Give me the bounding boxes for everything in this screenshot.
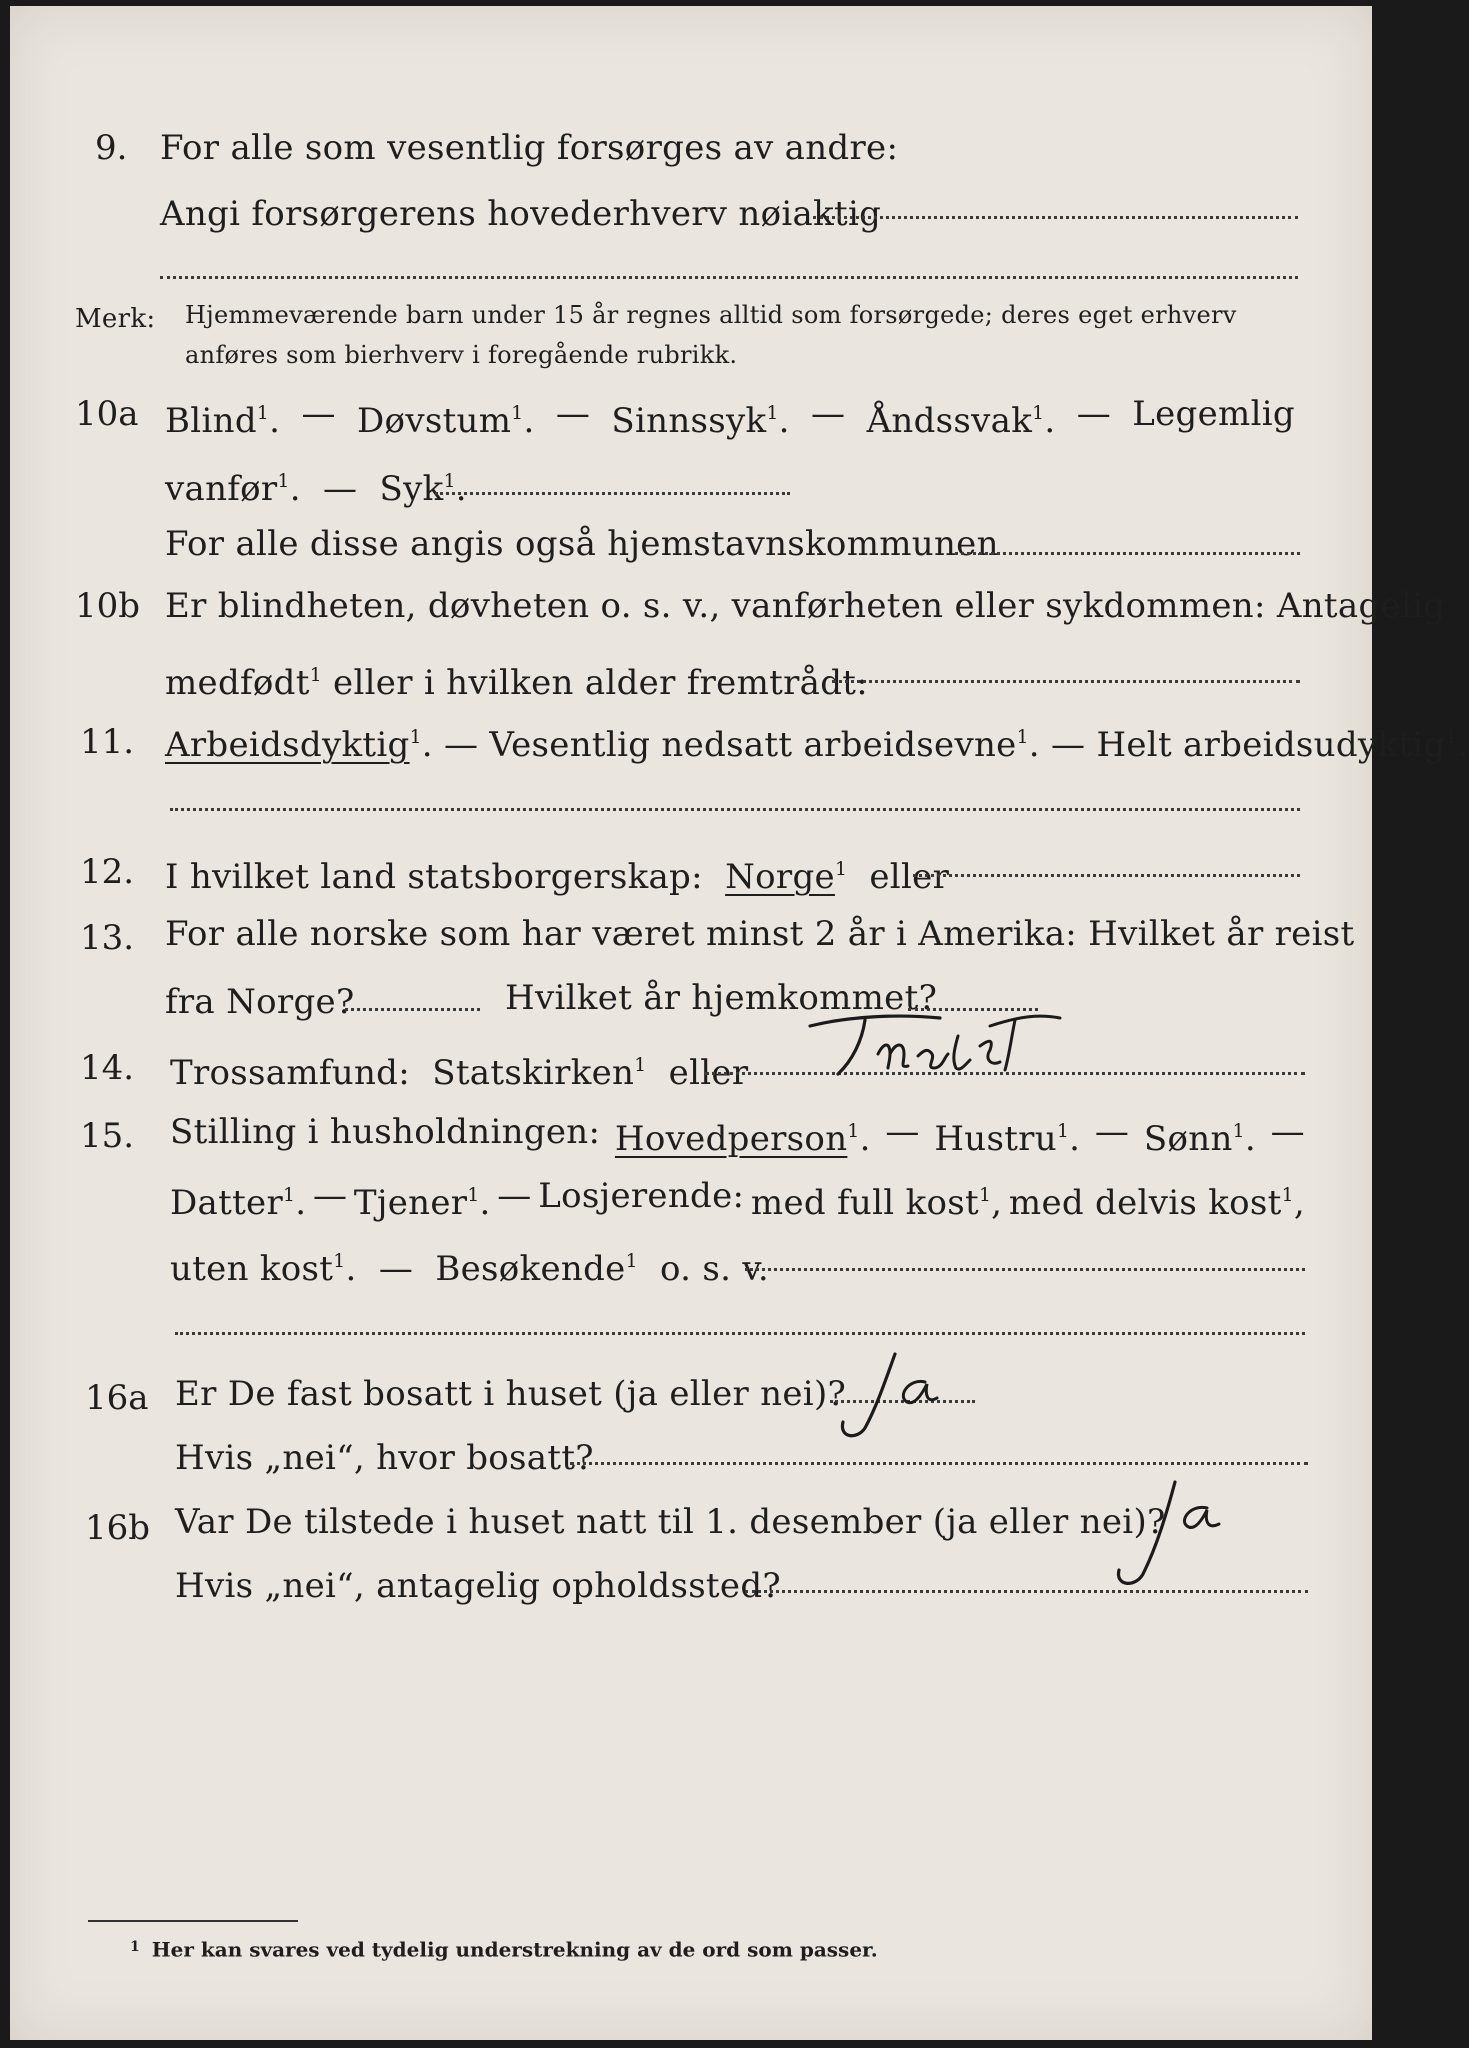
answer-line bbox=[570, 1462, 1308, 1465]
answer-line bbox=[955, 552, 1300, 555]
note-text-1: Hjemmeværende barn under 15 år regnes alltid som forsørgede; deres eget erhverv bbox=[185, 301, 1237, 329]
item-14-line1: Trossamfund: Statskirken$^1$ eller bbox=[170, 1053, 749, 1094]
item-13-line2a: fra Norge? bbox=[165, 982, 355, 1022]
handwritten-answer-intet bbox=[790, 1006, 1070, 1086]
dash: — bbox=[555, 394, 591, 434]
option-blind: Blind$^1$. bbox=[165, 401, 281, 442]
item-15-number: 15. bbox=[80, 1116, 135, 1156]
item-11-number: 11. bbox=[80, 722, 135, 762]
option-legemlig: Legemlig bbox=[1132, 394, 1295, 434]
option-arbeidsdyktig-underlined: Arbeidsdyktig bbox=[165, 725, 410, 766]
dash: — bbox=[1076, 394, 1112, 434]
item-12-line1: I hvilket land statsborgerskap: Norge$^1$ eller bbox=[165, 857, 950, 898]
item-16b-line1: Var De tilstede i huset natt til 1. desember (ja eller nei)? bbox=[175, 1502, 1166, 1542]
item-13-number: 13. bbox=[80, 918, 135, 958]
option-andssvak: Åndssvak$^1$. bbox=[866, 401, 1056, 442]
dash: — bbox=[301, 394, 336, 434]
answer-line bbox=[813, 216, 1298, 219]
item-9-line2: Angi forsørgerens hovederhverv nøiaktig bbox=[160, 194, 882, 234]
form-page bbox=[10, 6, 1469, 2040]
item-10a-number: 10a bbox=[75, 394, 139, 434]
item-15-line1: Stilling i husholdningen: Hovedperson$^1$. — Hustru$^1$. — Sønn$^1$. — bbox=[170, 1112, 1305, 1160]
item-13-line1: For alle norske som har været minst 2 år i Amerika: Hvilket år reist bbox=[165, 914, 1355, 954]
footnote: $^1$ Her kan svares ved tydelig understrekning av de ord som passer. bbox=[130, 1937, 878, 1962]
answer-line bbox=[435, 492, 790, 495]
item-10b-number: 10b bbox=[75, 586, 141, 626]
handwritten-answer-ja bbox=[825, 1346, 975, 1446]
item-10b-line1: Er blindheten, døvheten o. s. v., vanførheten eller sykdommen: Antagelig bbox=[165, 586, 1446, 626]
footnote-rule bbox=[88, 1920, 298, 1922]
answer-line bbox=[170, 808, 1300, 811]
answer-line bbox=[913, 874, 1300, 877]
item-10a-line2: vanfør$^1$. — Syk$^1$. bbox=[165, 469, 467, 510]
item-16a-number: 16a bbox=[85, 1378, 149, 1418]
item-15-line3: uten kost$^1$. — Besøkende$^1$ o. s. v. bbox=[170, 1249, 769, 1290]
option-sinnssyk: Sinnssyk$^1$. bbox=[611, 401, 790, 442]
option-dovstum: Døvstum$^1$. bbox=[357, 401, 535, 442]
item-10a-line3: For alle disse angis også hjemstavnskommunen bbox=[165, 524, 999, 564]
answer-line bbox=[160, 276, 1298, 279]
item-16b-number: 16b bbox=[85, 1508, 151, 1548]
answer-line bbox=[175, 1332, 1305, 1335]
item-15-line2: Datter$^1$. — Tjener$^1$. — Losjerende: med full kost$^1$, med delvis kost$^1$, bbox=[170, 1176, 1305, 1224]
note-label: Merk: bbox=[75, 304, 156, 334]
answer-line bbox=[832, 680, 1300, 683]
item-16b-line2: Hvis „nei“, antagelig opholdssted? bbox=[175, 1566, 781, 1606]
note-text-2: anføres som bierhverv i foregående rubrikk. bbox=[185, 341, 738, 369]
item-10a-line1 bbox=[165, 394, 1295, 441]
item-16a-line2: Hvis „nei“, hvor bosatt? bbox=[175, 1438, 594, 1478]
answer-line bbox=[345, 1008, 480, 1011]
item-10b-line2: medfødt$^1$ eller i hvilken alder fremtrådt: bbox=[165, 663, 869, 704]
handwritten-answer-ja bbox=[1095, 1476, 1255, 1596]
item-11-line1: Arbeidsdyktig$^1$. — Vesentlig nedsatt arbeidsevne$^1$. — Helt arbeidsudyktig$^1$. bbox=[165, 725, 1469, 766]
item-13-line2b: Hvilket år hjemkommet? bbox=[505, 978, 938, 1018]
option-hovedperson-underlined: Hovedperson bbox=[614, 1119, 848, 1160]
answer-line bbox=[745, 1268, 1305, 1271]
dash: — bbox=[811, 394, 846, 434]
answer-line bbox=[745, 1590, 1308, 1593]
item-16a-line1: Er De fast bosatt i huset (ja eller nei)? bbox=[175, 1374, 847, 1414]
option-norge-underlined: Norge bbox=[725, 857, 835, 898]
item-9-text: For alle som vesentlig forsørges av andre: bbox=[160, 128, 899, 168]
item-12-number: 12. bbox=[80, 852, 135, 892]
item-14-number: 14. bbox=[80, 1048, 135, 1088]
item-9-number: 9. bbox=[95, 128, 128, 168]
